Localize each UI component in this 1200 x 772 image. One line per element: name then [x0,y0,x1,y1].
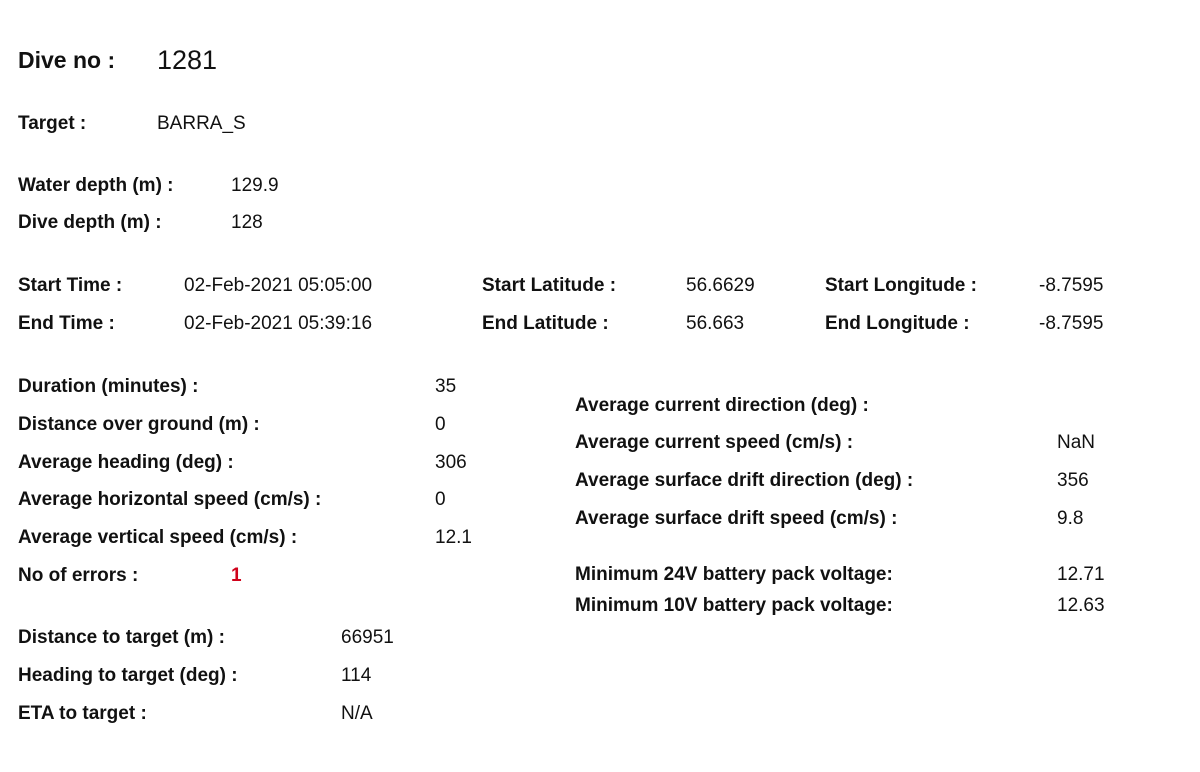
distance-to-target-label: Distance to target (m) : [18,627,225,648]
errors-label: No of errors : [18,565,139,586]
current-direction-label: Average current direction (deg) : [575,395,869,416]
end-longitude-label: End Longitude : [825,313,970,334]
end-longitude-value: -8.7595 [1039,313,1104,334]
average-horizontal-speed-value: 0 [435,489,446,510]
battery-24v-label: Minimum 24V battery pack voltage: [575,564,893,585]
dive-number-label: Dive no : [18,47,116,73]
end-latitude-label: End Latitude : [482,313,609,334]
average-heading-value: 306 [435,452,467,473]
average-vertical-speed-label: Average vertical speed (cm/s) : [18,527,298,548]
distance-over-ground-value: 0 [435,414,446,435]
current-speed-value: NaN [1057,432,1096,453]
dive-depth-label: Dive depth (m) : [18,212,162,233]
errors-value: 1 [231,565,242,586]
heading-to-target-label: Heading to target (deg) : [18,665,238,686]
duration-label: Duration (minutes) : [18,376,199,397]
surface-drift-speed-label: Average surface drift speed (cm/s) : [575,508,898,529]
start-latitude-value: 56.6629 [686,275,755,296]
surface-drift-direction-label: Average surface drift direction (deg) : [575,470,914,491]
dive-number-value: 1281 [157,45,218,75]
target-value: BARRA_S [157,113,246,134]
average-vertical-speed-value: 12.1 [435,527,472,548]
distance-over-ground-label: Distance over ground (m) : [18,414,260,435]
start-latitude-label: Start Latitude : [482,275,617,296]
start-longitude-label: Start Longitude : [825,275,977,296]
eta-to-target-label: ETA to target : [18,703,147,724]
target-label: Target : [18,113,87,134]
average-horizontal-speed-label: Average horizontal speed (cm/s) : [18,489,322,510]
battery-24v-value: 12.71 [1057,564,1105,585]
surface-drift-direction-value: 356 [1057,470,1089,491]
distance-to-target-value: 66951 [341,627,394,648]
water-depth-label: Water depth (m) : [18,175,174,196]
surface-drift-speed-value: 9.8 [1057,508,1084,529]
end-latitude-value: 56.663 [686,313,745,334]
eta-to-target-value: N/A [341,703,373,724]
end-time-value: 02-Feb-2021 05:39:16 [184,313,373,334]
duration-value: 35 [435,376,457,397]
battery-10v-value: 12.63 [1057,595,1105,616]
end-time-label: End Time : [18,313,115,334]
battery-10v-label: Minimum 10V battery pack voltage: [575,595,893,616]
current-speed-label: Average current speed (cm/s) : [575,432,854,453]
start-time-value: 02-Feb-2021 05:05:00 [184,275,373,296]
start-time-label: Start Time : [18,275,123,296]
average-heading-label: Average heading (deg) : [18,452,234,473]
start-longitude-value: -8.7595 [1039,275,1104,296]
dive-depth-value: 128 [231,212,263,233]
heading-to-target-value: 114 [341,665,372,686]
water-depth-value: 129.9 [231,175,279,196]
